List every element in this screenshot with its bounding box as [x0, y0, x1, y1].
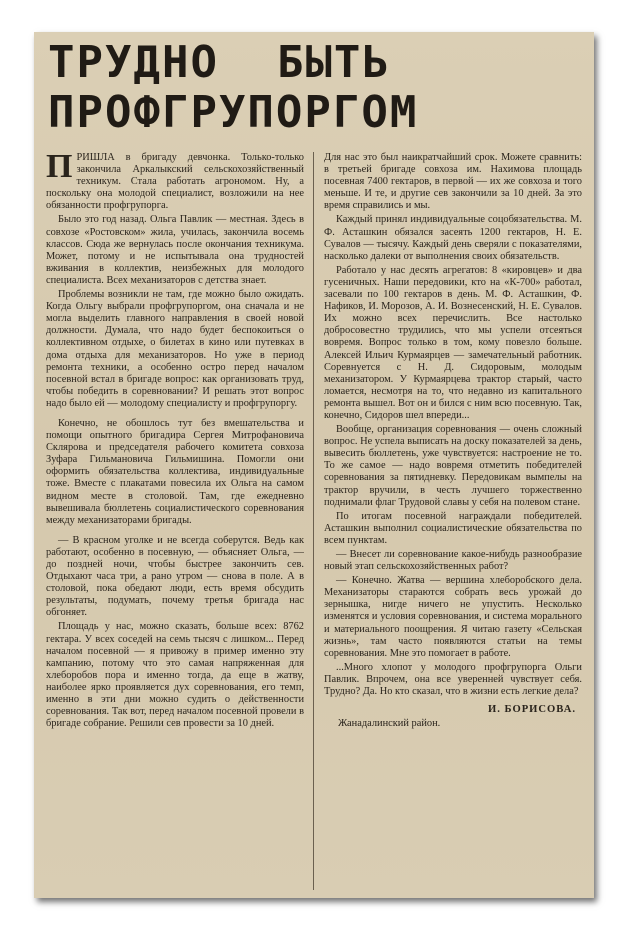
paragraph: Для нас это был наикратчайший срок. Можете сравнить: в третьей бригаде совхоза им. Нахимова площадь посевная 7400 гектаров, в первой — их же совхоза и того меньше. И те, и другие сев закончили за 10 дней. За это время справились и мы. — [324, 152, 582, 212]
paragraph: Было это год назад. Ольга Павлик — местная. Здесь в совхозе «Ростовском» жила, училась, закончила восемь классов. Сюда же вернулась после окончания техникума. Может, потому и не испытывала она трудностей вживания в коллектив, неизбежных для молодого специалиста. Всех механизаторов с детства знает. — [46, 214, 304, 286]
paragraph: По итогам посевной награждали победителей. Асташкин выполнил социалистические обязательства по всем пунктам. — [324, 510, 582, 546]
column-left — [46, 152, 304, 890]
paragraph: Площадь у нас, можно сказать, больше всех: 8762 гектара. У всех соседей на семь тысяч с лишком... Перед началом посевной — я привожу в пример именно эту кампанию, потому что это самая напряженная для хлеборобов пора и именно тогда, да еще в жатву, наиболее ярко проявляется дух соревнования, его темп, именно в эти дни можно судить о действенности соревнования. Так вот, перед началом посевной провели в бригаде собрание. Решили сев провести за 10 дней. — [46, 621, 304, 730]
headline-word-2: БЫТЬ — [276, 37, 391, 88]
drop-cap: П — [46, 152, 73, 185]
paragraph: Работало у нас десять агрегатов: 8 «кировцев» и два гусеничных. Наши передовики, кто на «К-700» работал, засевали по 100 гектаров в день. М. Ф. Асташкин, Ф. Нафиков, И. Морозов, А. И. Вознесенский, Н. Е. Сувалов. Их можно всех перечислить. Все настолько добросовестно трудились, что мы успели отсеяться вовремя. Вопрос только в том, кому повезло больше. Алексей Ильич Курмаярцев — замечательный работник. Соревнуется с Н. Д. Сидоровым, молодым механизатором. У Курмаярцева трактор старый, часто ломается, несмотря на то, что недавно из капитального ремонта вышел. Вот он и бился с ним всю посевную. Так, конечно, Сидоров шел впереди... — [324, 264, 582, 421]
author-signature: И. БОРИСОВА. — [487, 704, 576, 716]
headline-word-1: ТРУДНО — [48, 37, 219, 88]
paragraph: Вообще, организация соревнования — очень сложный вопрос. Не успела выписать на доску показателей за день, вывесить бюллетень, уже чувствуется: настроение не то. То же самое — надо вовремя отметить победителей соревнования за пятидневку. Передовикам вымпелы на трактор вручили, в честь лучшего торжественно поднимали флаг Трудовой славы у себя на полевом стане. — [324, 424, 582, 508]
paragraph: ...Много хлопот у молодого профгрупорга Ольги Павлик. Впрочем, она все уверенней чувствует себя. Трудно? Да. Но кто сказал, что в жизни есть легкие дела? — [324, 661, 582, 698]
column-divider — [313, 152, 314, 890]
paragraph: — Конечно. Жатва — вершина хлеборобского дела. Механизаторы стараются собрать весь урожай до зернышка, нигде ничего не упустить. Несколько изменятся и условия соревнования, и система морального и материального поощрения. Я читаю газету «Сельская жизнь», там часто появляются статьи на темы соревнования. Мне это помогает в работе. — [324, 575, 582, 659]
newspaper-clipping — [34, 32, 594, 898]
paragraph: ПРИШЛА в бригаду девчонка. Только-только закончила Аркалыкский сельскохозяйственный техникум. Стала работать агрономом. Ну, а поскольку она молодой специалист, возложили на нее обязанности профгрупорга. — [46, 152, 304, 212]
article-body — [46, 152, 586, 890]
paragraph: Конечно, не обошлось тут без вмешательства и помощи опытного бригадира Сергея Митрофановича Склярова и председателя рабочего комитета совхоза Зуфара Гильмановича Гильмишина. Помогли они оформить обязательства коллектива, индивидуальные тоже. Вместе с плакатами повесила их Ольга на самом видном месте в столовой. Там, где ежедневно вывешивала бюллетень социалистического соревнования между механизаторами бригады. — [46, 417, 304, 526]
author-location: Жанадалинский район. — [338, 718, 441, 730]
paragraph: Каждый принял индивидуальные соцобязательства. М. Ф. Асташкин обязался засеять 1200 гектаров, Н. Е. Сувалов — тысячу. Каждый день сверяли с показателями, насколько далеки от выполнения своих обязательств. — [324, 214, 582, 262]
paragraph: — В красном уголке и не всегда соберутся. Ведь как работают, особенно в посевную, — объясняет Ольга, — до поздней ночи, чтобы быстрее закончить сев. Отдыхают часа три, а рано утром — снова в поле. А в столовой, пока обедают люди, есть время обсудить результаты, подумать, почему третья бригада нас обгоняет. — [46, 534, 304, 619]
headline — [48, 38, 588, 138]
paragraph: — Внесет ли соревнование какое-нибудь разнообразие новый этап сельскохозяйственных работ? — [324, 549, 582, 573]
headline-line-1 — [48, 38, 588, 88]
column-right — [324, 152, 582, 890]
paragraph: Проблемы возникли не там, где можно было ожидать. Когда Ольгу выбрали профгрупоргом, она сначала и не могла выделить главного направления в своей новой должности. Думала, что надо будет беспокоиться о коллективном отдыхе, о билетах в кино или путевках в дома отдыха для механизаторов. Но уже в период ремонта техники, а особенно остро перед началом посевной встал в бригаде вопрос: как организовать труд, чтобы победить в соревновании? И решать этот вопрос надо было ей — молодому специалисту и профгрупоргу. — [46, 289, 304, 409]
headline-line-2: ПРОФГРУПОРГОМ — [48, 87, 419, 138]
